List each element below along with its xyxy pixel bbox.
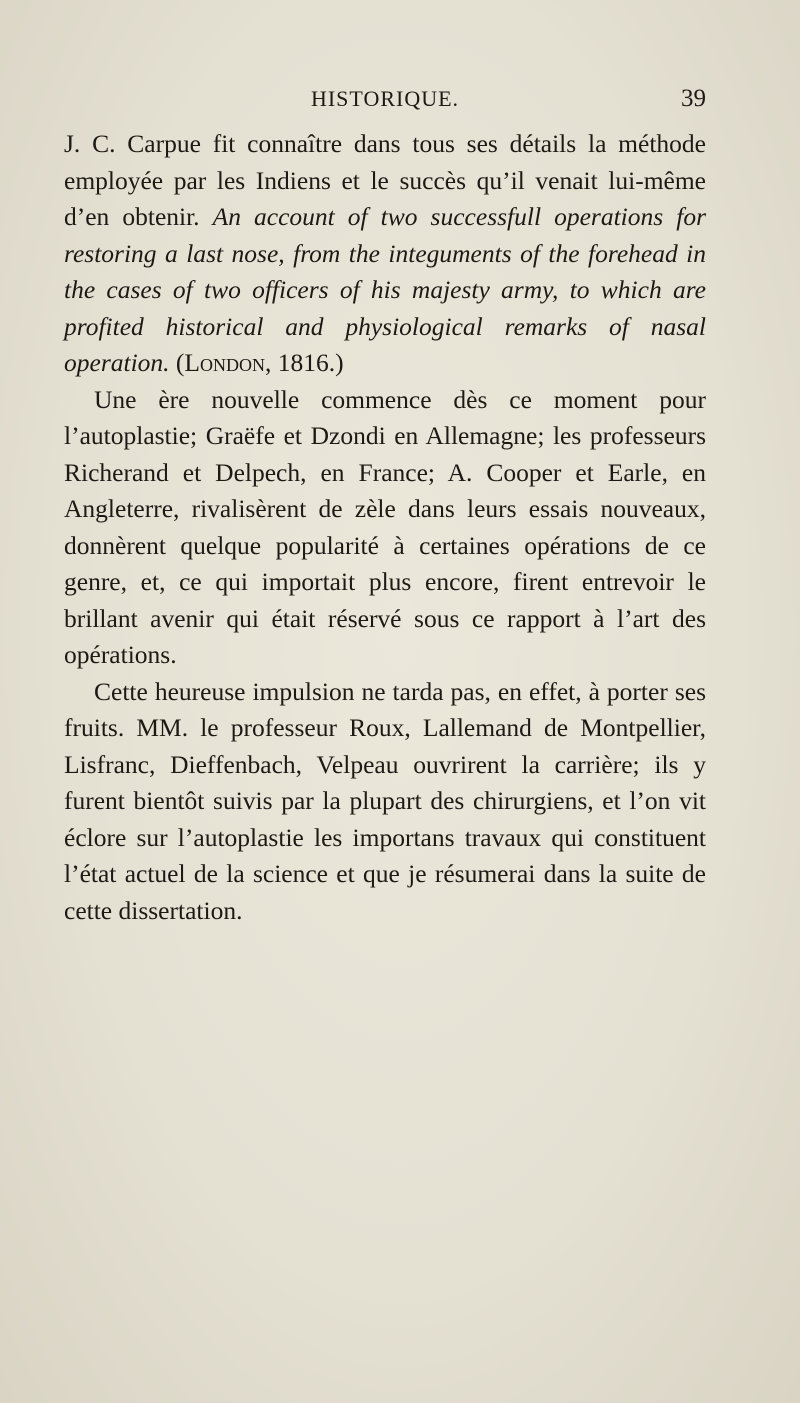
citation-year: , 1816.) <box>265 348 344 377</box>
running-title: HISTORIQUE. <box>310 86 460 111</box>
paragraph-impulse: Cette heureuse impulsion ne tarda pas, en effet, à porter ses fruits. MM. le professeur Roux, Lallemand de Montpellier, Lisfranc, Dieffenbach, Velpeau ouvrirent la carrière; ils y furent bientôt suivis par la plupart des chirurgiens, et l’on vit éclore sur l’autoplastie les importans travaux qui constituent l’état actuel de la science et que je résumerai dans la suite de cette dissertation. <box>64 676 706 925</box>
running-head <box>64 82 706 116</box>
paragraph-new-era: Une ère nouvelle commence dès ce moment pour l’autoplastie; Graëfe et Dzondi en Allemagne; les professeurs Richerand et Delpech, en France; A. Cooper et Earle, en Angleterre, rivalisèrent de zèle dans leurs essais nouveaux, donnèrent quelque popularité à certaines opérations de ce genre, et, ce qui importait plus encore, firent entrevoir le brillant avenir qui était réservé sous ce rapport à l’art des opérations. <box>64 384 706 669</box>
body-text <box>64 126 706 929</box>
page-number: 39 <box>681 85 706 112</box>
english-book-title: An account of two successfull operations for restoring a last nose, from the integuments of the forehead in the cases of two officers of his majesty army, to which are profited historical and physiological remarks of nasal operation. <box>64 202 706 377</box>
citation-city: London <box>184 348 265 377</box>
paragraph-carpue-lead: J. C. Carpue fit connaître dans tous ses détails la méthode employée par les Indiens et le succès qu’il venait lui-même d’en obtenir. <box>64 129 706 231</box>
citation-open: ( <box>169 348 185 377</box>
paragraph-carpue <box>64 126 706 382</box>
